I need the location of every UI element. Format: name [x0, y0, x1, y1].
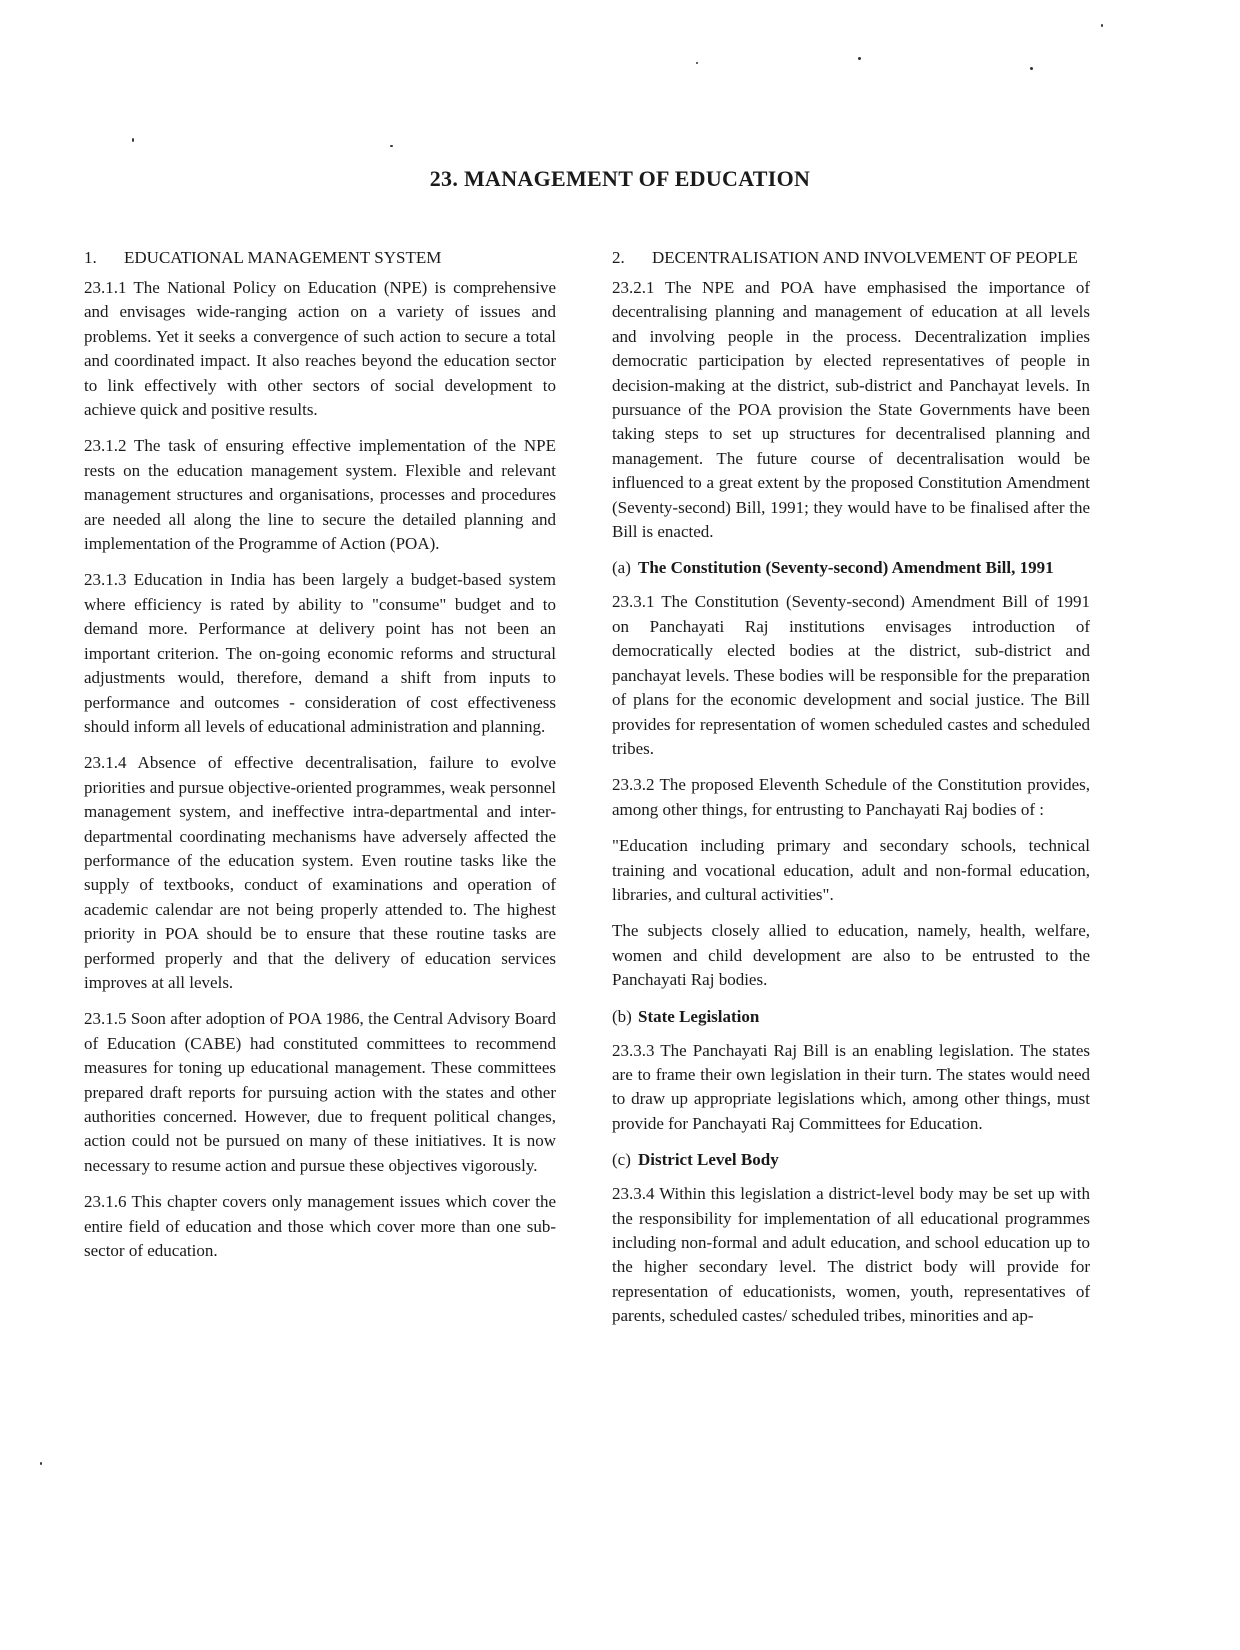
scan-speck	[1030, 67, 1033, 70]
paragraph-23-1-3: 23.1.3 Education in India has been largely a budget-based system where efficiency is rated by ability to "consume" budget and to demand more. Performance at delivery point has not been an important criterion. The on-going economic reforms and structural adjustments would, therefore, demand a shift from inputs to performance and outcomes - consideration of cost effectiveness should inform all levels of educational administration and planning.	[84, 570, 556, 736]
paragraph-23-1-4: 23.1.4 Absence of effective decentralisation, failure to evolve priorities and pursue objective-oriented programmes, weak personnel management system, and ineffective intra-departmental and inter-departmental coordinating mechanisms have adversely affected the performance of the education system. Even routine tasks like the supply of textbooks, conduct of examinations and operation of academic calendar are not being properly attended to. The highest priority in POA should be to ensure that these routine tasks are performed properly and that the delivery of education services improves at all levels.	[84, 753, 556, 992]
section-number: 2.	[612, 248, 625, 267]
subheading-b	[612, 1005, 1090, 1029]
scan-speck	[858, 57, 861, 60]
left-column	[84, 246, 556, 1275]
subheading-title: State Legislation	[638, 1006, 760, 1026]
page-title: 23. MANAGEMENT OF EDUCATION	[429, 166, 811, 191]
section-heading-1	[84, 246, 556, 270]
section-number: 1.	[84, 248, 97, 267]
subheading-c	[612, 1148, 1090, 1172]
subheading-label: (b)	[612, 1006, 632, 1026]
paragraph-23-1-1: 23.1.1 The National Policy on Education (NPE) is comprehensive and envisages wide-ranging action on a variety of issues and problems. Yet it seeks a convergence of such action to secure a total and coordinated impact. It also reaches beyond the education sector to link effectively with other sectors of social development to achieve quick and positive results.	[84, 278, 556, 420]
subheading-label: (c)	[612, 1150, 631, 1170]
subheading-label: (a)	[612, 558, 631, 578]
paragraph-23-2-1: 23.2.1 The NPE and POA have emphasised the importance of decentralising planning and management of education at all levels and involving people in the process. Decentralization implies democratic participation by elected representatives of people in decision-making at the district, sub-district and Panchayat levels. In pursuance of the POA provision the State Governments have been taking steps to set up structures for decentralised planning and management. The future course of decentralisation would be influenced to a great extent by the proposed Constitution Amendment (Seventy-second) Bill, 1991; they would have to be finalised after the Bill is enacted.	[612, 278, 1090, 542]
subheading-a	[612, 556, 1090, 580]
scan-speck	[40, 1462, 42, 1465]
scan-speck	[132, 138, 134, 142]
right-column	[612, 246, 1090, 1341]
subheading-title: District Level Body	[638, 1150, 779, 1170]
subheading-title: The Constitution (Seventy-second) Amendment Bill, 1991	[638, 558, 1054, 578]
section-heading-2	[612, 246, 1090, 270]
section-title: EDUCATIONAL MANAGEMENT SYSTEM	[124, 248, 442, 267]
paragraph-23-3-1: 23.3.1 The Constitution (Seventy-second) Amendment Bill of 1991 on Panchayati Raj institutions envisages introduction of democratically elected bodies at the district, sub-district and panchayat levels. These bodies will be responsible for the preparation of plans for the economic development and social justice. The Bill provides for representation of women scheduled castes and scheduled tribes.	[612, 592, 1090, 758]
paragraph-23-1-6: 23.1.6 This chapter covers only management issues which cover the entire field of education and those which cover more than one sub-sector of education.	[84, 1192, 556, 1261]
quote-eleventh-schedule: "Education including primary and secondary schools, technical training and vocational education, adult and non-formal education, libraries, and cultural activities".	[612, 836, 1090, 904]
paragraph-23-1-5: 23.1.5 Soon after adoption of POA 1986, the Central Advisory Board of Education (CABE) had constituted committees to recommend measures for toning up educational management. These committees prepared draft reports for pursuing action with the states and other authorities concerned. However, due to frequent political changes, action could not be pursued on many of these initiatives. It is now necessary to resume action and pursue these objectives vigorously.	[84, 1009, 556, 1175]
paragraph-23-1-2: 23.1.2 The task of ensuring effective implementation of the NPE rests on the education management system. Flexible and relevant management structures and organisations, processes and procedures are needed all along the line to secure the detailed planning and implementation of the Programme of Action (POA).	[84, 436, 556, 554]
section-title: DECENTRALISATION AND INVOLVEMENT OF PEOPLE	[652, 248, 1078, 267]
scan-speck	[390, 145, 393, 147]
paragraph-23-3-3: 23.3.3 The Panchayati Raj Bill is an enabling legislation. The states are to frame their own legislation in their turn. The states would need to draw up appropriate legislations which, among other things, must provide for Panchayati Raj Committees for Education.	[612, 1040, 1090, 1133]
paragraph-23-3-4: 23.3.4 Within this legislation a district-level body may be set up with the responsibility for implementation of all educational programmes including non-formal and adult education, and school education up to the higher secondary level. The district body will provide for representation of educationists, women, youth, representatives of parents, scheduled castes/ scheduled tribes, minorities and ap-	[612, 1184, 1090, 1326]
scan-speck	[1101, 24, 1103, 27]
paragraph-allied-subjects: The subjects closely allied to education, namely, health, welfare, women and child development are also to be entrusted to the Panchayati Raj bodies.	[612, 921, 1090, 990]
paragraph-23-3-2: 23.3.2 The proposed Eleventh Schedule of the Constitution provides, among other things, for entrusting to Panchayati Raj bodies of :	[612, 775, 1090, 819]
scan-speck	[696, 62, 698, 64]
